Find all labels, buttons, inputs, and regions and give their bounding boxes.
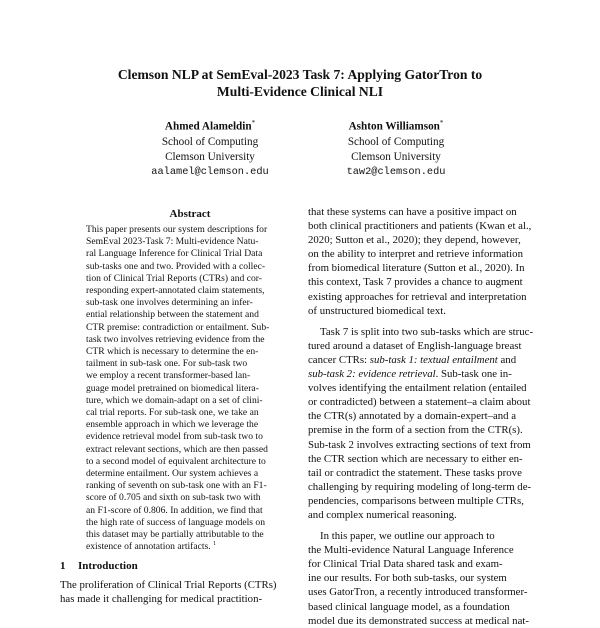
abstract-line: ral Language Inference for Clinical Trial Data [86, 248, 263, 260]
body-line: for Clinical Trial Data shared task and exam- [308, 558, 503, 571]
title-line-1: Clemson NLP at SemEval-2023 Task 7: Applying GatorTron to [117, 67, 483, 82]
author-affiliation: School of Computing [161, 135, 259, 148]
abstract-line: evidence retrieval model from sub-task two to [86, 431, 263, 443]
body-line: or contradicted) between a statement–a claim about [308, 396, 531, 409]
body-line: and complex numerical reasoning. [308, 508, 457, 521]
abstract-line: ture, which we domain-adapt on a set of clini- [86, 394, 263, 406]
body-line: of unstructured biomedical text. [308, 304, 446, 317]
abstract-line: this dataset may be partially attributable to the [86, 529, 264, 541]
abstract-line: the high rate of success of language models on [86, 516, 266, 528]
intro-line: The proliferation of Clinical Trial Reports (CTRs) [60, 579, 277, 591]
author-affiliation: School of Computing [347, 135, 445, 148]
title-line-2: Multi-Evidence Clinical NLI [216, 84, 384, 99]
body-line: volves identifying the entailment relation (entailed [308, 382, 527, 395]
body-line: this context, Task 7 provides a chance to augment [308, 276, 523, 289]
abstract-line: tion of Clinical Trial Reports (CTRs) and cor- [86, 272, 262, 284]
body-line: tail or contradict the statement. These tasks prove [308, 466, 522, 479]
body-line: challenging by requiring modeling of long-term de- [308, 480, 532, 493]
abstract-line: we employ a recent transformer-based lan- [86, 370, 251, 382]
emphasis-subtask-2: sub-task 2: evidence retrieval [308, 368, 436, 381]
body-line: Task 7 is split into two sub-tasks which are struc- [320, 325, 534, 338]
body-line: In this paper, we outline our approach to [320, 530, 495, 543]
body-line: ine our results. For both sub-tasks, our system [308, 572, 507, 585]
body-line: that these systems can have a positive impact on [308, 206, 517, 218]
abstract-line: extract relevant sections, which are then passed [86, 443, 268, 455]
body-line: tured around a dataset of English-language breast [308, 339, 522, 352]
author-block-1 [130, 116, 290, 180]
body-line: 2020; Sutton et al., 2020); they depend, however, [308, 234, 521, 247]
abstract-line: guage model pretrained on biomedical litera- [86, 382, 259, 394]
intro-line: has made it challenging for medical practition- [60, 593, 263, 605]
footnote-mark: 1 [213, 541, 217, 548]
body-text: cancer CTRs: [308, 353, 370, 366]
section-number: 1 [60, 560, 66, 572]
abstract-line: cal trial reports. For sub-task one, we take an [86, 407, 259, 419]
abstract-line: CTR premise: contradiction or entailment. Sub- [86, 321, 270, 333]
body-text: and [497, 353, 517, 366]
abstract-line: determine entailment. Our system achieves a [86, 468, 259, 480]
body-line: uses GatorTron, a recently introduced transformer- [308, 586, 528, 599]
author-block-2 [316, 116, 476, 180]
abstract-heading: Abstract [169, 208, 211, 220]
author-name: Ahmed Alameldin [164, 120, 252, 133]
section-title: Introduction [78, 560, 138, 572]
body-line: the CTR(s) annotated by a domain-expert–and a [308, 410, 517, 423]
abstract-line: to a second model of equivalent architecture to [86, 455, 266, 467]
abstract-line: sub-task one involves determining an infer- [86, 297, 253, 309]
body-line: premise in the form of a section from the CTR(s). [308, 424, 523, 437]
body-line: model due its demonstrated success at medical nat- [308, 614, 529, 627]
body-line: the Multi-evidence Natural Language Inference [308, 544, 514, 557]
abstract-line: ensemble approach in which we leverage the [86, 419, 259, 431]
abstract-line: an F1-score of 0.806. In addition, we find that [86, 504, 263, 516]
abstract-line: ranking of seventh on sub-task one with an F1- [86, 480, 267, 492]
right-column [308, 205, 548, 628]
body-line-mixed [308, 367, 548, 381]
abstract-line: SemEval 2023-Task 7: Multi-evidence Natu- [86, 236, 259, 248]
section-heading-introduction [60, 560, 138, 572]
abstract-last-line [86, 541, 294, 553]
abstract-line: sub-tasks one and two. Provided with a collec- [86, 260, 266, 272]
abstract-line: responding expert-annotated claim statements, [86, 285, 265, 297]
emphasis-subtask-1: sub-task 1: textual entailment [369, 353, 498, 366]
paper-title [40, 66, 560, 100]
body-line: Sub-task 2 involves extracting sections of text from [308, 438, 531, 451]
abstract-line: score of 0.705 and sixth on sub-task two with [86, 492, 261, 504]
author-email: taw2@clemson.edu [346, 165, 446, 178]
paragraph-gap [308, 318, 548, 325]
body-line: existing approaches for retrieval and interpretation [308, 290, 527, 303]
author-university: Clemson University [165, 150, 255, 163]
body-line: based clinical language model, as a foundation [308, 600, 510, 613]
body-line: both clinical practitioners and patients (Kwan et al., [308, 220, 532, 233]
abstract-body [86, 224, 294, 553]
introduction-body [60, 578, 300, 606]
abstract-line: ential relationship between the statement and [86, 309, 259, 321]
body-line: pendencies, comparisons between multiple CTRs, [308, 494, 524, 507]
abstract-line: task two involves retrieving evidence from the [86, 333, 265, 345]
body-line: from biomedical literature (Sutton et al., 2020). In [308, 262, 525, 275]
author-name: Ashton Williamson [348, 120, 440, 133]
body-line: on the ability to interpret and retrieve information [308, 248, 523, 261]
abstract-line: CTR which is necessary to determine the en- [86, 346, 259, 358]
author-mark: * [439, 119, 444, 127]
body-line: the CTR section which are necessary to either en- [308, 452, 523, 465]
author-mark: * [251, 119, 256, 127]
author-email: aalamel@clemson.edu [151, 165, 269, 178]
abstract-last-text: existence of annotation artifacts. [86, 541, 211, 553]
abstract-line: tailment in sub-task one. For sub-task two [86, 358, 248, 370]
paragraph-gap [308, 522, 548, 529]
body-text: . Sub-task one in- [435, 368, 512, 381]
abstract-line: This paper presents our system descriptions for [86, 224, 268, 235]
body-line-mixed [308, 353, 548, 367]
author-university: Clemson University [351, 150, 441, 163]
